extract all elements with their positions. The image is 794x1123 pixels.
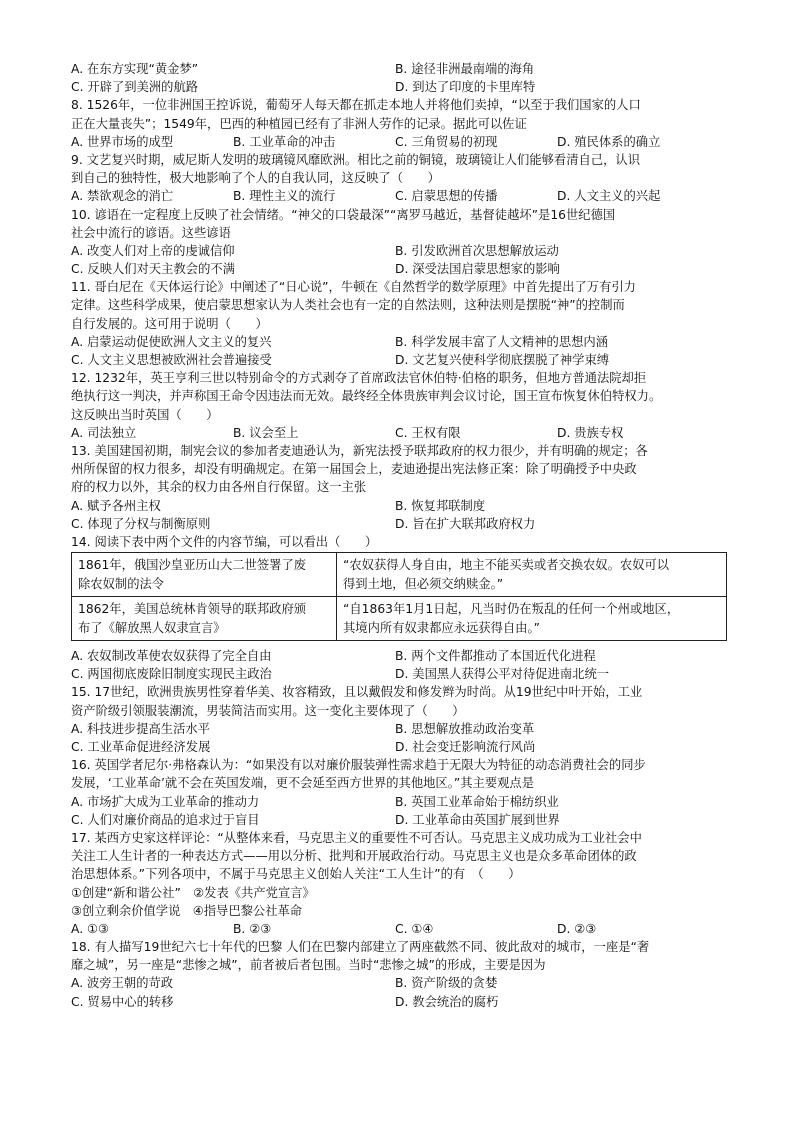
question-stem: 靡之城”，另一座是“悲惨之城”，前者被后者包围。当时“悲惨之城”的形成，主要是因为 [71, 958, 546, 973]
option-d: D. 深受法国启蒙思想家的影响 [395, 262, 560, 277]
option-d: D. 殖民体系的确立 [557, 134, 661, 149]
question-10 [71, 206, 727, 279]
option-a: A. 世界市场的成型 [71, 134, 174, 149]
question-stem: 16. 英国学者尼尔·弗格森认为：“如果没有以对廉价服装弹性需求趋于无限大为特征的动态消费社会的同步 [71, 758, 646, 773]
table-row [72, 597, 727, 641]
question-stem: 10. 谚语在一定程度上反映了社会情绪。“神父的口袋最深”“离罗马越近，基督徒越坏”是16世纪德国 [71, 207, 616, 222]
question-stem: 绝执行这一判决，并声称国王命令因违法而无效。最终经全体贵族审判会议讨论，国王宣布恢复休伯特权力。 [71, 389, 662, 404]
option-a: A. 司法独立 [71, 425, 137, 440]
option-d: D. 贵族专权 [557, 425, 624, 440]
option-a: A. 启蒙运动促使欧洲人文主义的复兴 [71, 334, 272, 349]
question-stem: 定律。这些科学成果，使启蒙思想家认为人类社会也有一定的自然法则，这种法则是摆脱“神”的控制而 [71, 298, 625, 313]
question-stem: 9. 文艺复兴时期，威尼斯人发明的玻璃镜风靡欧洲。相比之前的铜镜，玻璃镜让人们能够看清自己，认识 [71, 152, 641, 167]
option-b: B. 科学发展丰富了人文精神的思想内涵 [395, 334, 609, 349]
question-stem: 社会中流行的谚语。这些谚语 [71, 225, 231, 240]
option-d: D. 教会统治的腐朽 [395, 994, 499, 1009]
question-15 [71, 683, 727, 756]
option-b: B. 理性主义的流行 [233, 189, 336, 204]
question-stem: 8. 1526年，一位非洲国王控诉说，葡萄牙人每天都在抓走本地人并将他们卖掉，“以至于我们国家的人口 [71, 98, 641, 113]
statement-items: ①创建“新和谐公社” ②发表《共产党宣言》 [71, 885, 315, 900]
source-table [71, 552, 727, 641]
option-c: C. 人文主义思想被欧洲社会普遍接受 [71, 353, 272, 367]
question-12 [71, 369, 727, 442]
question-stem: 14. 阅读下表中两个文件的内容节编，可以看出（ ） [71, 534, 378, 549]
question-stem: 发展，‘工业革命’就不会在英国发端，更不会延至西方世界的其他地区。”其主要观点是 [71, 776, 535, 791]
option-a: A. 农奴制改革使农奴获得了完全自由 [71, 649, 272, 664]
table-cell-document: 1861年，俄国沙皇亚历山大二世签署了废 除农奴制的法令 [72, 553, 337, 597]
question-8 [71, 96, 727, 151]
option-a: A. 科技进步提高生活水平 [71, 721, 210, 736]
option-d: D. 美国黑人获得公平对待促进南北统一 [395, 667, 610, 682]
option-d: D. 文艺复兴使科学彻底摆脱了神学束缚 [395, 353, 610, 367]
option-b: B. 议会至上 [233, 425, 299, 440]
option-b: B. 恢复邦联制度 [395, 498, 486, 513]
question-stem: 17. 某西方史家这样评论：“从整体来看，马克思主义的重要性不可否认。马克思主义成功成为工业社会中 [71, 830, 642, 845]
question-stem: 这反映出当时英国（ ） [71, 407, 219, 422]
question-13 [71, 442, 727, 533]
option-c: C. 启蒙思想的传播 [395, 189, 498, 204]
question-stem: 府的权力以外，其余的权力由各州自行保留。这一主张 [71, 480, 367, 495]
question-11 [71, 278, 727, 369]
option-b: B. 引发欧洲首次思想解放运动 [395, 243, 559, 258]
option-a: A. 赋予各州主权 [71, 498, 161, 513]
exam-page [71, 60, 727, 1011]
table-cell-excerpt: “自1863年1月1日起，凡当时仍在叛乱的任何一个州或地区， 其境内所有奴隶都应永远获得自由。” [337, 597, 727, 641]
option-a: A. 改变人们对上帝的虔诚信仰 [71, 243, 235, 258]
option-d: D. 到达了印度的卡里库特 [395, 80, 536, 95]
question-stem: 11. 哥白尼在《天体运行论》中阐述了“日心说”，牛顿在《自然哲学的数学原理》中首先提出了万有引力 [71, 280, 636, 295]
option-d: D. 工业革命由英国扩展到世界 [395, 812, 560, 827]
question-stem: 正在大量丧失”；1549年，巴西的种植园已经有了非洲人劳作的记录。据此可以佐证 [71, 116, 527, 131]
option-c: C. 工业革命促进经济发展 [71, 740, 211, 754]
option-c: C. 三角贸易的初现 [395, 134, 498, 149]
option-c: C. ①④ [395, 921, 434, 936]
question-stem: 州所保留的权力很多，却没有明确规定。在第一届国会上，麦迪逊提出宪法修正案：除了明确授予中央政 [71, 462, 637, 477]
question-18 [71, 938, 727, 1011]
option-a: A. 禁欲观念的消亡 [71, 189, 174, 204]
question-stem: 关注工人生计者的一种表达方式——用以分析、批判和开展政治行动。马克思主义也是众多革命团体的政 [71, 849, 637, 864]
question-stem: 治思想体系。”下列各项中，不属于马克思主义创始人关注“工人生计”的有 （ ） [71, 867, 521, 882]
option-b: B. ②③ [233, 921, 272, 936]
question-9 [71, 151, 727, 206]
option-c: C. 反映人们对天主教会的不满 [71, 262, 235, 277]
question-stem: 18. 有人描写19世纪六七十年代的巴黎 人们在巴黎内部建立了两座截然不同、彼此敌对的城市，一座是“奢 [71, 940, 650, 955]
question-stem: 自行发展的。这可用于说明（ ） [71, 316, 268, 331]
option-b: B. 资产阶级的贪婪 [395, 976, 498, 991]
option-c: C. 人们对廉价商品的追求过于盲目 [71, 812, 260, 827]
question-7-options [71, 60, 727, 96]
option-d: D. 人文主义的兴起 [557, 189, 661, 204]
option-a: A. ①③ [71, 921, 110, 936]
table-cell-document: 1862年，美国总统林肯领导的联邦政府颁 布了《解放黑人奴隶宣言》 [72, 597, 337, 641]
question-stem: 15. 17世纪，欧洲贵族男性穿着华美、妆容精致，且以戴假发和修发辫为时尚。从19世纪中叶开始，工业 [71, 685, 643, 700]
option-a: A. 在东方实现“黄金梦” [71, 62, 199, 76]
question-16 [71, 756, 727, 829]
option-c: C. 王权有限 [395, 425, 461, 440]
option-c: C. 体现了分权与制衡原则 [71, 516, 211, 531]
option-c: C. 开辟了到美洲的航路 [71, 80, 199, 95]
option-d: D. 旨在扩大联邦政府权力 [395, 516, 536, 531]
option-a: A. 市场扩大成为工业革命的推动力 [71, 794, 260, 809]
question-stem: 13. 美国建国初期，制宪会议的参加者麦迪逊认为，新宪法授予联邦政府的权力很少，并有明确的规定；各 [71, 443, 648, 458]
option-b: B. 途径非洲最南端的海角 [395, 62, 535, 76]
statement-items: ③创立剩余价值学说 ④指导巴黎公社革命 [71, 903, 303, 918]
question-stem: 12. 1232年，英王亨利三世以特别命令的方式剥夺了首席政法官休伯特·伯格的职务，但地方普通法院却拒 [71, 371, 647, 386]
option-b: B. 思想解放推动政治变革 [395, 721, 535, 736]
question-stem: 资产阶级引领服装潮流，男装简洁而实用。这一变化主要体现了（ ） [71, 703, 465, 718]
question-stem: 到自己的独特性，极大地影响了个人的自我认同，这反映了（ ） [71, 171, 440, 186]
question-14 [71, 533, 727, 684]
table-row [72, 553, 727, 597]
table-cell-excerpt: “农奴获得人身自由，地主不能买卖或者交换农奴。农奴可以 得到土地，但必须交纳赎金。” [337, 553, 727, 597]
option-c: C. 两国彻底废除旧制度实现民主政治 [71, 667, 272, 682]
option-c: C. 贸易中心的转移 [71, 994, 174, 1009]
option-b: B. 两个文件都推动了本国近代化进程 [395, 649, 596, 664]
question-17 [71, 829, 727, 938]
option-b: B. 英国工业革命始于棉纺织业 [395, 794, 559, 809]
option-d: D. 社会变迁影响流行风尚 [395, 740, 536, 754]
option-a: A. 波旁王朝的苛政 [71, 976, 174, 991]
option-d: D. ②③ [557, 921, 597, 936]
option-b: B. 工业革命的冲击 [233, 134, 336, 149]
